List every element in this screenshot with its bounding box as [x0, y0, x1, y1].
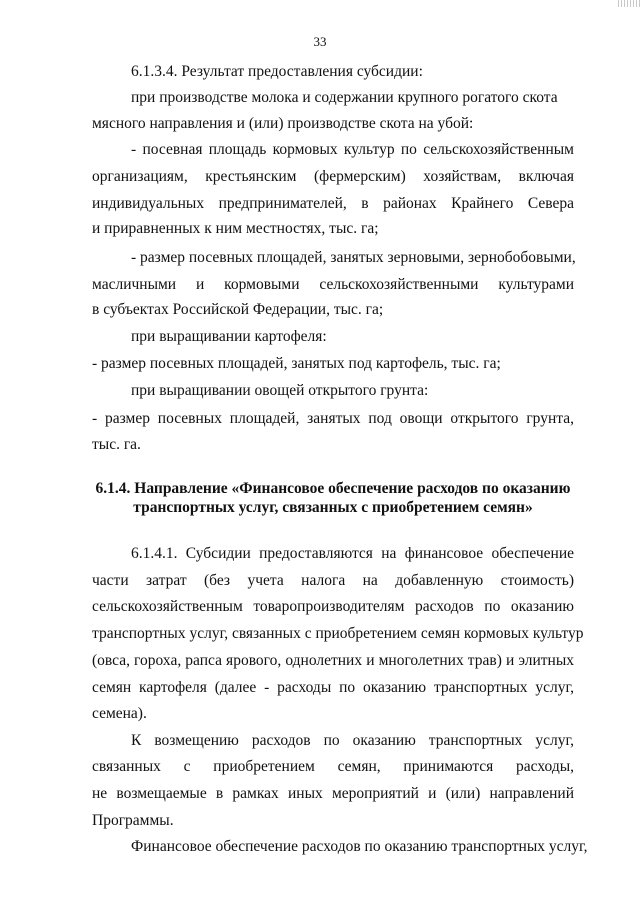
page-number: 33 — [313, 34, 327, 49]
text-line: при выращивании овощей открытого грунта: — [131, 382, 429, 399]
text-line: Финансовое обеспечение расходов по оказанию транспортных услуг, — [131, 838, 588, 855]
text-line: масличными и кормовыми сельскохозяйственными культурами — [92, 276, 574, 293]
scan-edge-mark — [618, 0, 640, 7]
text-line: - размер посевных площадей, занятых под картофель, тыс. га; — [92, 355, 501, 372]
text-line: транспортных услуг, связанных с приобретением семян кормовых культур — [92, 625, 584, 642]
text-line: и приравненных к ним местностях, тыс. га; — [92, 220, 379, 237]
text-line: в субъектах Российской Федерации, тыс. га; — [92, 301, 384, 318]
section-6-1-4-heading-line-2: транспортных услуг, связанных с приобретением семян» — [133, 499, 533, 516]
text-line: не возмещаемые в рамках иных мероприятий и (или) направлений — [92, 785, 574, 802]
section-6-1-3-4-title: 6.1.3.4. Результат предоставления субсидии: — [131, 63, 423, 80]
text-line: - размер посевных площадей, занятых зерновыми, зернобобовыми, — [131, 249, 576, 266]
text-line: при производстве молока и содержании крупного рогатого скота — [131, 89, 558, 106]
section-6-1-4-heading-line-1: 6.1.4. Направление «Финансовое обеспечение расходов по оказанию — [95, 480, 571, 497]
text-line: - посевная площадь кормовых культур по сельскохозяйственным — [131, 141, 574, 158]
text-line: индивидуальных предпринимателей, в районах Крайнего Севера — [92, 195, 574, 212]
text-line: Программы. — [92, 812, 174, 829]
text-line: тыс. га. — [92, 436, 141, 453]
text-line: организациям, крестьянским (фермерским) хозяйствам, включая — [92, 168, 574, 185]
text-line: (овса, гороха, рапса ярового, однолетних и многолетних трав) и элитных — [92, 652, 574, 669]
text-line: сельскохозяйственным товаропроизводителям расходов по оказанию — [92, 598, 574, 615]
text-line: мясного направления и (или) производстве скота на убой: — [92, 115, 474, 132]
text-line: семян картофеля (далее - расходы по оказанию транспортных услуг, — [92, 679, 574, 696]
text-line: 6.1.4.1. Субсидии предоставляются на финансовое обеспечение — [131, 545, 574, 562]
text-line: - размер посевных площадей, занятых под овощи открытого грунта, — [92, 410, 574, 427]
text-line: К возмещению расходов по оказанию транспортных услуг, — [131, 732, 574, 749]
text-line: при выращивании картофеля: — [131, 328, 327, 345]
text-line: связанных с приобретением семян, принимаются расходы, — [92, 758, 574, 775]
text-line: части затрат (без учета налога на добавленную стоимость) — [92, 572, 574, 589]
text-line: семена). — [92, 705, 147, 722]
